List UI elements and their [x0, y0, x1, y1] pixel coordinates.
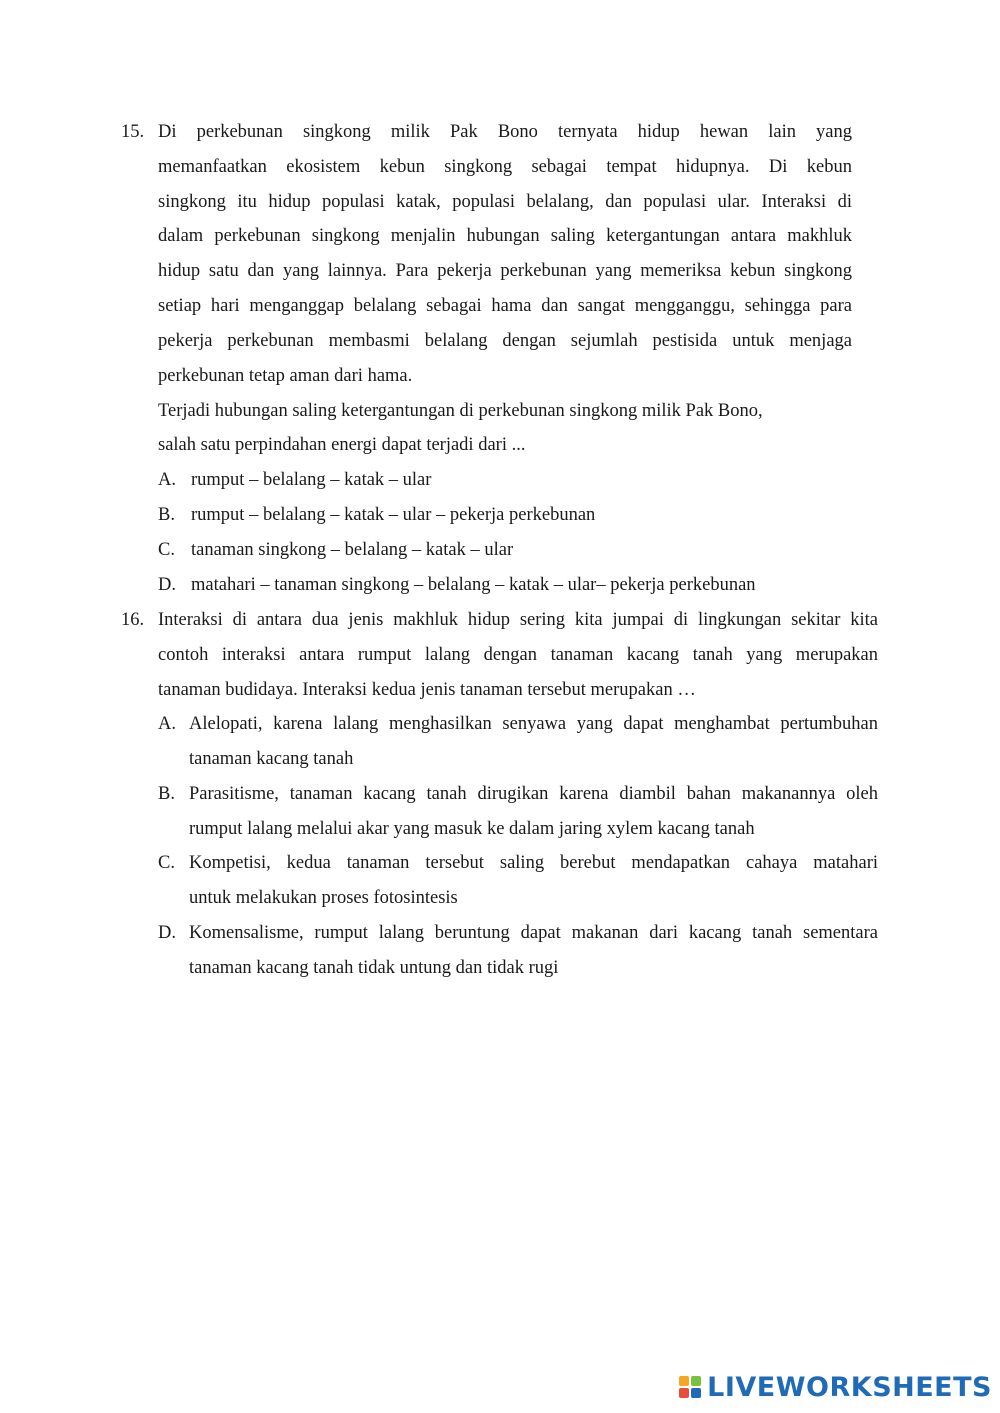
option-letter: A.: [158, 470, 176, 490]
question-number: 15.: [121, 122, 145, 142]
option-text: Parasitisme, tanaman kacang tanah dirugikan karena diambil bahan makanannya oleh: [189, 784, 878, 804]
question-stem-line: pekerja perkebunan membasmi belalang dengan sejumlah pestisida untuk menjaga: [158, 331, 852, 351]
liveworksheets-logo-icon: [679, 1376, 701, 1398]
question-stem-line: perkebunan tetap aman dari hama.: [158, 366, 413, 386]
option-text: Kompetisi, kedua tanaman tersebut saling berebut mendapatkan cahaya matahari: [189, 853, 878, 873]
question-stem-line: Interaksi di antara dua jenis makhluk hidup sering kita jumpai di lingkungan sekitar kita: [158, 610, 878, 630]
question-stem-line: Di perkebunan singkong milik Pak Bono ternyata hidup hewan lain yang: [158, 122, 852, 142]
option-letter: C.: [158, 540, 175, 560]
logo-square: [679, 1376, 689, 1386]
question-prompt-line: salah satu perpindahan energi dapat terjadi dari ...: [158, 435, 526, 455]
option-letter: A.: [158, 714, 176, 734]
question-stem-line: contoh interaksi antara rumput lalang dengan tanaman kacang tanah yang merupakan: [158, 645, 878, 665]
question-number: 16.: [121, 610, 145, 630]
question-stem-line: setiap hari menganggap belalang sebagai hama dan sangat mengganggu, sehingga para: [158, 296, 852, 316]
logo-square: [691, 1376, 701, 1386]
option-text: rumput lalang melalui akar yang masuk ke dalam jaring xylem kacang tanah: [189, 819, 755, 839]
question-stem-line: tanaman budidaya. Interaksi kedua jenis tanaman tersebut merupakan …: [158, 680, 696, 700]
logo-text: LIVEWORKSHEETS: [707, 1371, 992, 1403]
question-stem-line: hidup satu dan yang lainnya. Para pekerja perkebunan yang memeriksa kebun singkong: [158, 261, 852, 281]
option-letter: B.: [158, 784, 175, 804]
logo-square: [691, 1388, 701, 1398]
option-text: Alelopati, karena lalang menghasilkan senyawa yang dapat menghambat pertumbuhan: [189, 714, 878, 734]
option-letter: D.: [158, 923, 176, 943]
option-text: rumput – belalang – katak – ular: [191, 470, 432, 490]
option-letter: C.: [158, 853, 175, 873]
question-stem-line: dalam perkebunan singkong menjalin hubungan saling ketergantungan antara makhluk: [158, 226, 852, 246]
option-text: matahari – tanaman singkong – belalang – katak – ular– pekerja perkebunan: [191, 575, 756, 595]
option-text: tanaman kacang tanah tidak untung dan tidak rugi: [189, 958, 559, 978]
option-text: rumput – belalang – katak – ular – pekerja perkebunan: [191, 505, 596, 525]
option-text: Komensalisme, rumput lalang beruntung dapat makanan dari kacang tanah sementara: [189, 923, 878, 943]
question-stem-line: memanfaatkan ekosistem kebun singkong sebagai tempat hidupnya. Di kebun: [158, 157, 852, 177]
option-text: untuk melakukan proses fotosintesis: [189, 888, 458, 908]
option-text: tanaman kacang tanah: [189, 749, 354, 769]
option-text: tanaman singkong – belalang – katak – ular: [191, 540, 514, 560]
question-stem-line: singkong itu hidup populasi katak, populasi belalang, dan populasi ular. Interaksi di: [158, 192, 852, 212]
option-letter: D.: [158, 575, 176, 595]
question-prompt-line: Terjadi hubungan saling ketergantungan di perkebunan singkong milik Pak Bono,: [158, 401, 763, 421]
liveworksheets-logo[interactable]: [679, 1369, 992, 1405]
option-letter: B.: [158, 505, 175, 525]
logo-square: [679, 1388, 689, 1398]
